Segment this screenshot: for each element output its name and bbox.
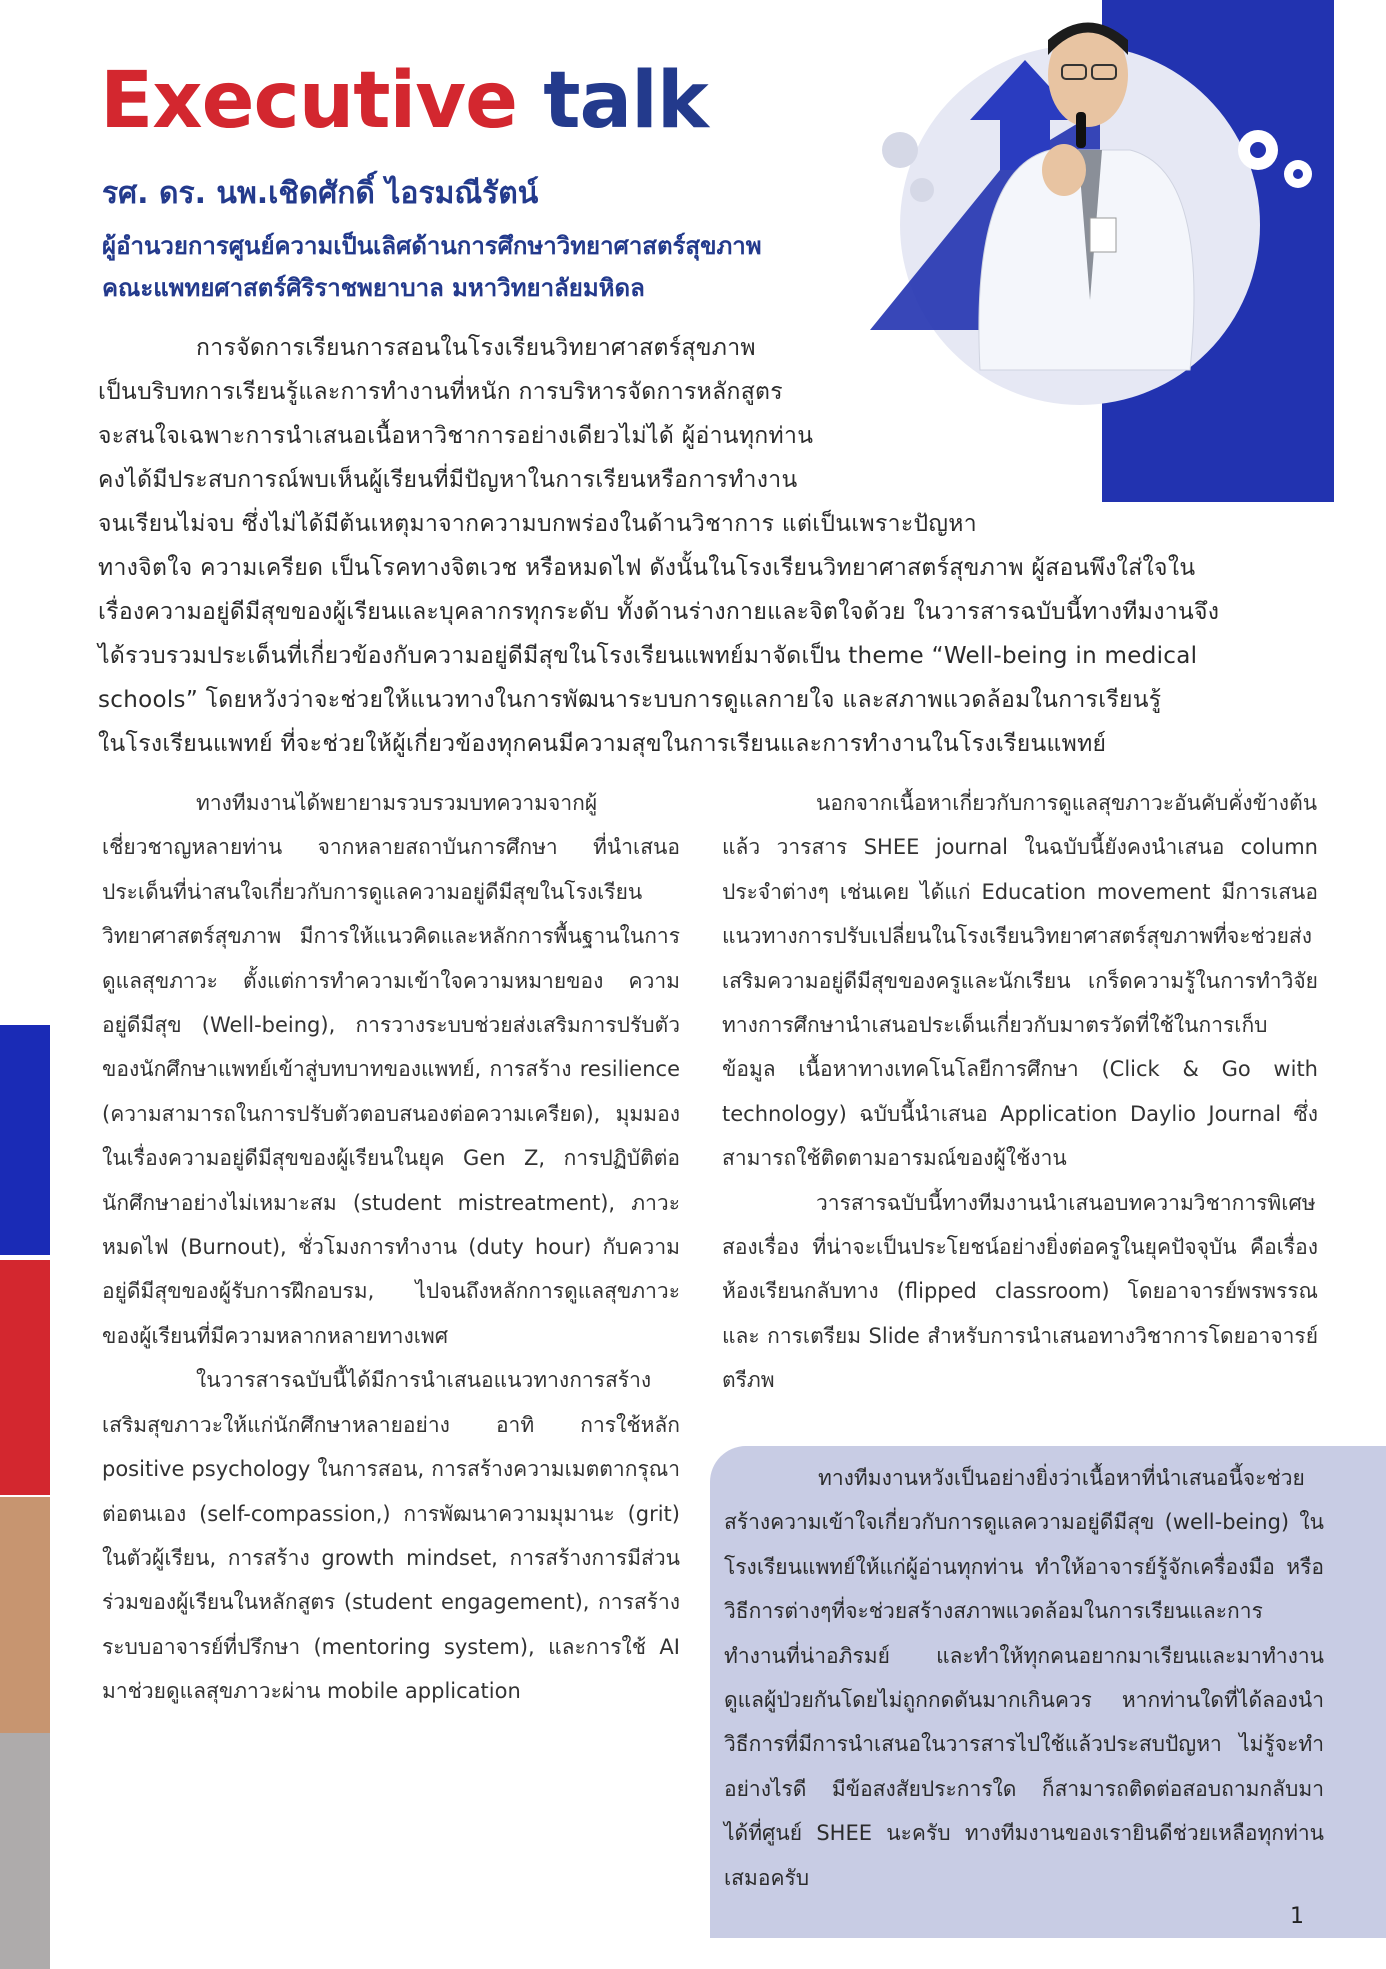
title-word-talk: talk	[543, 56, 708, 146]
left-paragraph-1: ทางทีมงานได้พยายามรวบรวมบทความจากผู้เชี่ยวชาญหลายท่าน จากหลายสถาบันการศึกษา ที่นำเสนอประเด็นที่น่าสนใจเกี่ยวกับการดูแลความอยู่ดีมีสุขในโรงเรียนวิทยาศาสตร์สุขภาพ มีการให้แนวคิดและหลักการพื้นฐานในการดูแลสุขภาวะ ตั้งแต่การทำความเข้าใจความหมายของ ความอยู่ดีมีสุข (Well-being), การวางระบบช่วยส่งเสริมการปรับตัวของนักศึกษาแพทย์เข้าสู่บทบาทของแพทย์, การสร้าง resilience (ความสามารถในการปรับตัวตอบสนองต่อความเครียด), มุมมองในเรื่องความอยู่ดีมีสุขของผู้เรียนในยุค Gen Z, การปฏิบัติต่อนักศึกษาอย่างไม่เหมาะสม (student mistreatment), ภาวะหมดไฟ (Burnout), ชั่วโมงการทำงาน (duty hour) กับความอยู่ดีมีสุขของผู้รับการฝึกอบรม, ไปจนถึงหลักการดูแลสุขภาวะของผู้เรียนที่มีความหลากหลายทางเพศ	[102, 791, 680, 1348]
author-position-line1: ผู้อำนวยการศูนย์ความเป็นเลิศด้านการศึกษาวิทยาศาสตร์สุขภาพ	[102, 232, 762, 260]
intro-line: ทางจิตใจ ความเครียด เป็นโรคทางจิตเวช หรือหมดไฟ ดังนั้นในโรงเรียนวิทยาศาสตร์สุขภาพ ผู้สอนพึงใส่ใจใน	[98, 555, 1196, 581]
intro-line: จนเรียนไม่จบ ซึ่งไม่ได้มีต้นเหตุมาจากความบกพร่องในด้านวิชาการ แต่เป็นเพราะปัญหา	[98, 511, 977, 537]
callout-text-wrap	[724, 1456, 1324, 1900]
closing-callout-box	[710, 1446, 1386, 1938]
intro-line: schools” โดยหวังว่าจะช่วยให้แนวทางในการพัฒนาระบบการดูแลกายใจ และสภาพแวดล้อมในการเรียนรู้	[98, 687, 1162, 713]
left-paragraph-2: ในวารสารฉบับนี้ได้มีการนำเสนอแนวทางการสร้างเสริมสุขภาวะให้แก่นักศึกษาหลายอย่าง อาทิ การใช้หลัก positive psychology ในการสอน, การสร้างความเมตตากรุณาต่อตนเอง (self-compassion,) การพัฒนาความมุมานะ (grit) ในตัวผู้เรียน, การสร้าง growth mindset, การสร้างการมีส่วนร่วมของผู้เรียนในหลักสูตร (student engagement), การสร้างระบบอาจารย์ที่ปรึกษา (mentoring system), และการใช้ AI มาช่วยดูแลสุขภาวะผ่าน mobile application	[102, 1368, 680, 1704]
title-word-executive: Executive	[100, 56, 518, 146]
author-name: รศ. ดร. นพ.เชิดศักดิ์ ไอรมณีรัตน์	[102, 176, 539, 211]
author-position-line2: คณะแพทยศาสตร์ศิริราชพยาบาล มหาวิทยาลัยมหิดล	[102, 274, 645, 302]
color-strip-red	[0, 1260, 50, 1495]
color-strip-blue	[0, 1025, 50, 1255]
color-strip-tan	[0, 1497, 50, 1733]
callout-text: ทางทีมงานหวังเป็นอย่างยิ่งว่าเนื้อหาที่นำเสนอนี้จะช่วยสร้างความเข้าใจเกี่ยวกับการดูแลความอยู่ดีมีสุข (well-being) ในโรงเรียนแพทย์ให้แก่ผู้อ่านทุกท่าน ทำให้อาจารย์รู้จักเครื่องมือ หรือวิธีการต่างๆที่จะช่วยสร้างสภาพแวดล้อมในการเรียนและการทำงานที่น่าอภิรมย์ และทำให้ทุกคนอยากมาเรียนและมาทำงานดูแลผู้ป่วยกันโดยไม่ถูกกดดันมากเกินควร หากท่านใดที่ได้ลองนำวิธีการที่มีการนำเสนอในวารสารไปใช้แล้วประสบปัญหา ไม่รู้จะทำอย่างไรดี มีข้อสงสัยประการใด ก็สามารถติดต่อสอบถามกลับมาได้ที่ศูนย์ SHEE นะครับ ทางทีมงานของเรายินดีช่วยเหลือทุกท่านเสมอครับ	[724, 1466, 1324, 1890]
intro-line: เรื่องความอยู่ดีมีสุขของผู้เรียนและบุคลากรทุกระดับ ทั้งด้านร่างกายและจิตใจด้วย ในวารสารฉบับนี้ทางทีมงานจึง	[98, 599, 1220, 625]
intro-paragraph	[98, 326, 1219, 766]
color-strip-grey	[0, 1733, 50, 1969]
intro-line: คงได้มีประสบการณ์พบเห็นผู้เรียนที่มีปัญหาในการเรียนหรือการทำงาน	[98, 467, 798, 493]
right-paragraph-2: วารสารฉบับนี้ทางทีมงานนำเสนอบทความวิชาการพิเศษสองเรื่อง ที่น่าจะเป็นประโยชน์อย่างยิ่งต่อครูในยุคปัจจุบัน คือเรื่อง ห้องเรียนกลับทาง (flipped classroom) โดยอาจารย์พรพรรณ และ การเตรียม Slide สำหรับการนำเสนอทางวิชาการโดยอาจารย์ตรีภพ	[722, 1190, 1318, 1393]
right-column	[722, 781, 1318, 1403]
intro-line: ในโรงเรียนแพทย์ ที่จะช่วยให้ผู้เกี่ยวข้องทุกคนมีความสุขในการเรียนและการทำงานในโรงเรียนแพทย์	[98, 731, 1107, 757]
intro-line: เป็นบริบทการเรียนรู้และการทำงานที่หนัก การบริหารจัดการหลักสูตร	[98, 379, 783, 405]
page-title	[100, 56, 708, 146]
intro-line: จะสนใจเฉพาะการนำเสนอเนื้อหาวิชาการอย่างเดียวไม่ได้ ผู้อ่านทุกท่าน	[98, 423, 814, 449]
right-paragraph-1: นอกจากเนื้อหาเกี่ยวกับการดูแลสุขภาวะอันคับคั่งข้างต้นแล้ว วารสาร SHEE journal ในฉบับนี้ยังคงนำเสนอ column ประจำต่างๆ เช่นเคย ได้แก่ Education movement มีการเสนอแนวทางการปรับเปลี่ยนในโรงเรียนวิทยาศาสตร์สุขภาพที่จะช่วยส่งเสริมความอยู่ดีมีสุขของครูและนักเรียน เกร็ดความรู้ในการทำวิจัยทางการศึกษานำเสนอประเด็นเกี่ยวกับมาตรวัดที่ใช้ในการเก็บข้อมูล เนื้อหาทางเทคโนโลยีการศึกษา (Click & Go with technology) ฉบับนี้นำเสนอ Application Daylio Journal ซึ่งสามารถใช้ติดตามอารมณ์ของผู้ใช้งาน	[722, 791, 1318, 1171]
left-column	[102, 781, 680, 1714]
page-number: 1	[1290, 1904, 1304, 1929]
intro-line: ได้รวบรวมประเด็นที่เกี่ยวข้องกับความอยู่ดีมีสุขในโรงเรียนแพทย์มาจัดเป็น theme “Well-being in medical	[98, 643, 1198, 669]
intro-line: การจัดการเรียนการสอนในโรงเรียนวิทยาศาสตร์สุขภาพ	[196, 335, 756, 361]
